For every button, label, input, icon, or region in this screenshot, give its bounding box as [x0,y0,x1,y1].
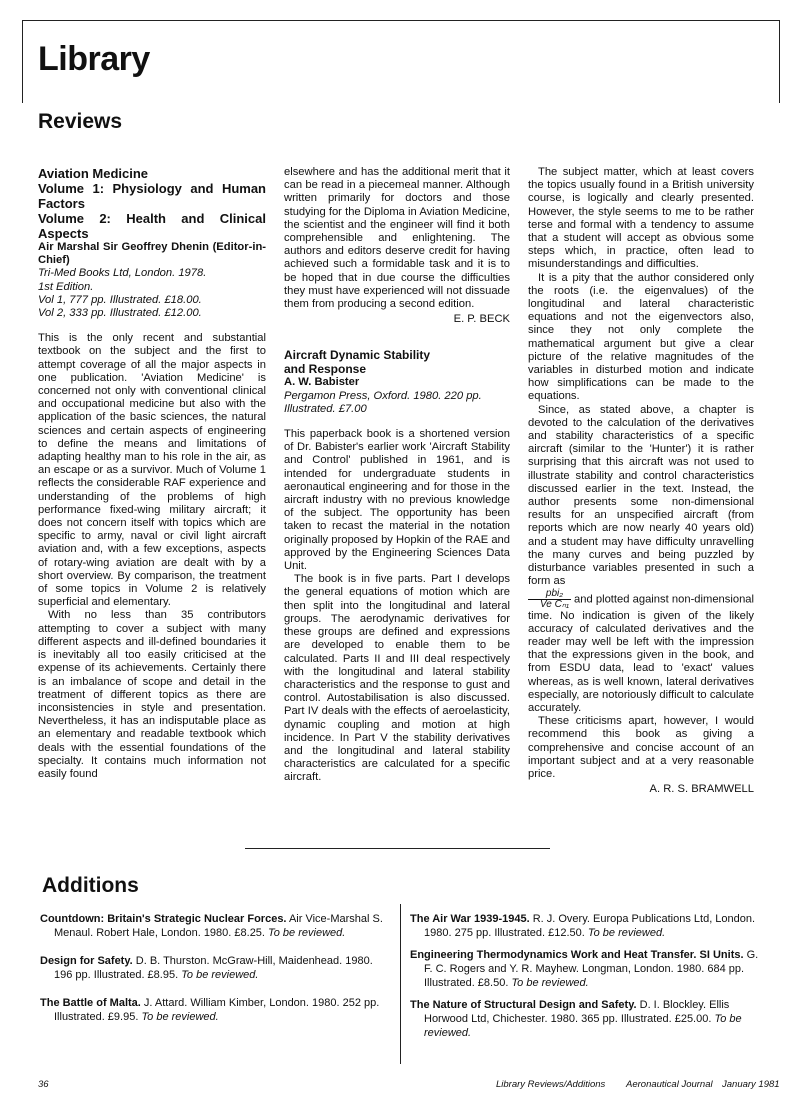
addition-title: The Nature of Structural Design and Safety. [410,999,637,1011]
review2-publisher: Pergamon Press, Oxford. 1980. 220 pp. [284,389,482,402]
formula-numerator: pbi₂ [528,589,571,600]
review2-signature: A. R. S. BRAMWELL [649,783,754,796]
review1-edition: 1st Edition. [38,280,94,293]
addition-title: Countdown: Britain's Strategic Nuclear Forces. [40,913,287,925]
review2-paragraph: The subject matter, which at least covers the topics usually found in a British university course, is logically and clearly presented. However, the style seems to me to be rather terse and formal with a tendency to assume that a student will accept as obvious some steps which, in practice, often lead to misunderstandings and difficulties. [528,166,754,271]
addition-item: Countdown: Britain's Strategic Nuclear Forces. Air Vice-Marshal S. Menaul. Robert Hale, London. 1980. £8.25. To be reviewed. [40,913,383,939]
review1-vol2-info: Vol 2, 333 pp. Illustrated. £12.00. [38,307,202,320]
review1-title: Aviation Medicine [38,166,149,181]
page-title: Library [38,40,150,78]
addition-item: Design for Safety. D. B. Thurston. McGraw-Hill, Maidenhead. 1980. 196 pp. Illustrated. £8.95. To be reviewed. [40,955,373,981]
additions-left [40,912,390,1024]
review2-paragraph: The book is in five parts. Part I develops the general equations of motion which are then split into the longitudinal and lateral groups. The aerodynamic derivatives for these groups are defined and expressions are developed to enable them to be calculated. Parts II and III deal respectively with the longitudinal and lateral stability characteristics and the response to gust and control. Autostabilisation is also discussed. Part IV deals with the effects of aeroelasticity, dynamic coupling and motion at high incidence. In Part V the stability derivatives and the longitudinal and lateral stability characteristics are calculated for a specific aircraft. [284,573,510,784]
review1-vol1-info: Vol 1, 777 pp. Illustrated. £18.00. [38,293,202,306]
review2-paragraph: This paperback book is a shortened version of Dr. Babister's earlier work 'Aircraft Stability and Control' published in 1961, and is intended for undergraduate students in aeronautical engineering and for those in the aircraft industry with no previous knowledge of the subject. The opportunity has been taken to recast the material in the notation originally proposed by Hopkin of the RAE and approved by the Engineering Sciences Data Unit. [284,428,510,573]
addition-title: Design for Safety. [40,955,133,967]
review2-paragraph [528,404,754,715]
column-1 [38,166,266,781]
review2-paragraph: These criticisms apart, however, I would recommend this book as giving a comprehensive and concise account of an important subject and at a very reasonable price. [528,715,754,780]
review1-signature: E. P. BECK [453,313,510,326]
review1-paragraph-cont: elsewhere and has the additional merit that it can be read in a piecemeal manner. Although written primarily for doctors and those studying for the Diploma in Aviation Medicine, the scientist and the engineer will find it both comprehensible and enlightening. The authors and editors deserve credit for having achieved such a formidable task and it is to be hoped that in due course the difficulties they must have experienced will not dissuade them from producing a second edition. [284,166,510,311]
addition-item: The Air War 1939-1945. R. J. Overy. Europa Publications Ltd, London. 1980. 275 pp. Illustrated. £12.50. To be reviewed. [410,913,756,939]
addition-item: The Battle of Malta. J. Attard. William Kimber, London. 1980. 252 pp. Illustrated. £9.95. To be reviewed. [40,997,380,1023]
formula-fraction [528,589,571,610]
review2-title: Aircraft Dynamic Stability [284,348,431,363]
review1-volume1: Volume 1: Physiology and Human Factors [38,181,266,211]
footer-date: January 1981 [722,1079,780,1090]
review2-price: Illustrated. £7.00 [284,402,367,415]
addition-item: The Nature of Structural Design and Safety. D. I. Blockley. Ellis Horwood Ltd, Chichester. 1980. 365 pp. Illustrated. £25.00. To be reviewed. [410,999,742,1039]
addition-title: Engineering Thermodynamics Work and Heat Transfer. SI Units. [410,949,744,961]
review2-title-2: and Response [284,362,367,377]
review2-author: A. W. Babister [284,376,360,389]
review2-text: Since, as stated above, a chapter is devoted to the calculation of the derivatives and stability characteristics of a specific aircraft (similar to the 'Hunter') it is rather surprising that this aircraft was not used to illustrate stability and control characteristics discussed earlier in the text. Instead, the author presents some non-dimensional results for an unspecified aircraft (from reports which are now nearly 40 years old) and a student may have difficulty unravelling the many curves and being puzzled by disturbance variables presented in such a form as [528,403,754,588]
review1-volume2: Volume 2: Health and Clinical Aspects [38,211,266,241]
footer-journal: Aeronautical Journal [626,1079,713,1090]
formula-denominator: Ve Cₙ₁ [540,598,569,610]
column-3 [528,166,754,796]
addition-item: Engineering Thermodynamics Work and Heat Transfer. SI Units. G. F. C. Rogers and Y. R. Mayhew. Longman, London. 1980. 684 pp. Illustrated. £8.50. To be reviewed. [410,949,759,989]
section-divider [245,848,550,849]
addition-title: The Battle of Malta. [40,997,141,1009]
additions-divider [400,904,401,1064]
review1-paragraph: This is the only recent and substantial textbook on the subject and the first to attempt coverage of all the major aspects in one publication. 'Aviation Medicine' is concerned not only with conventional clinical and occupational medicine but also with the application of the basic sciences, the natural sciences and certain aspects of engineering to define the means and limitations of adapting healthy man to his role in the air, as an escape or as a survivor. Much of Volume 1 reflects the considerable RAF experience and understanding of the problems of high performance fixed-wing military aircraft; it does not concern itself with topics which are specific to army, naval or civil light aircraft aviation and, with a few exceptions, aspects of rotary-wing aviation are dealt with by a short overview. By comparison, the treatment of some topics in Volume 2 is relatively superficial and elementary. [38,332,266,609]
review1-author: Air Marshal Sir Geoffrey Dhenin (Editor-in-Chief) [38,241,266,267]
column-2 [284,166,510,785]
additions-right [410,912,760,1040]
addition-title: The Air War 1939-1945. [410,913,530,925]
review2-text: and plotted against non-dimensional time. No indication is given of the likely accuracy of calculated derivatives and the reader may well be left with the impression that the expressions given in the book, and from ESDU data, lead to 'exact' values whereas, as is well known, lateral derivatives especially, are notoriously difficult to calculate accurately. [528,592,754,714]
page-number: 36 [38,1079,49,1090]
additions-heading: Additions [42,874,139,897]
footer-running-head: Library Reviews/Additions [496,1079,606,1090]
review2-paragraph: It is a pity that the author considered only the roots (i.e. the eigenvalues) of the longitudinal and lateral characteristic equations and not the eigenvectors also, since they not only complete the mathematical argument but give a clear picture of the relative magnitudes of the variables in disturbed motion and indicate how simplifications can be made to the equations. [528,271,754,403]
reviews-heading: Reviews [38,110,123,133]
review1-paragraph: With no less than 35 contributors attempting to cover a subject with many different aspects and ill-defined boundaries it is inevitably all too easily criticised at the expense of its achievements. Certainly there is an imbalance of scope and detail in the treatment of different topics as there are inconsistencies in style and presentation. Nevertheless, it has an indisputable place as an elementary and readable textbook which deals with the essential foundations of the specialty. It contains much information not easily found [38,609,266,780]
review1-publisher: Tri-Med Books Ltd, London. 1978. [38,267,207,280]
